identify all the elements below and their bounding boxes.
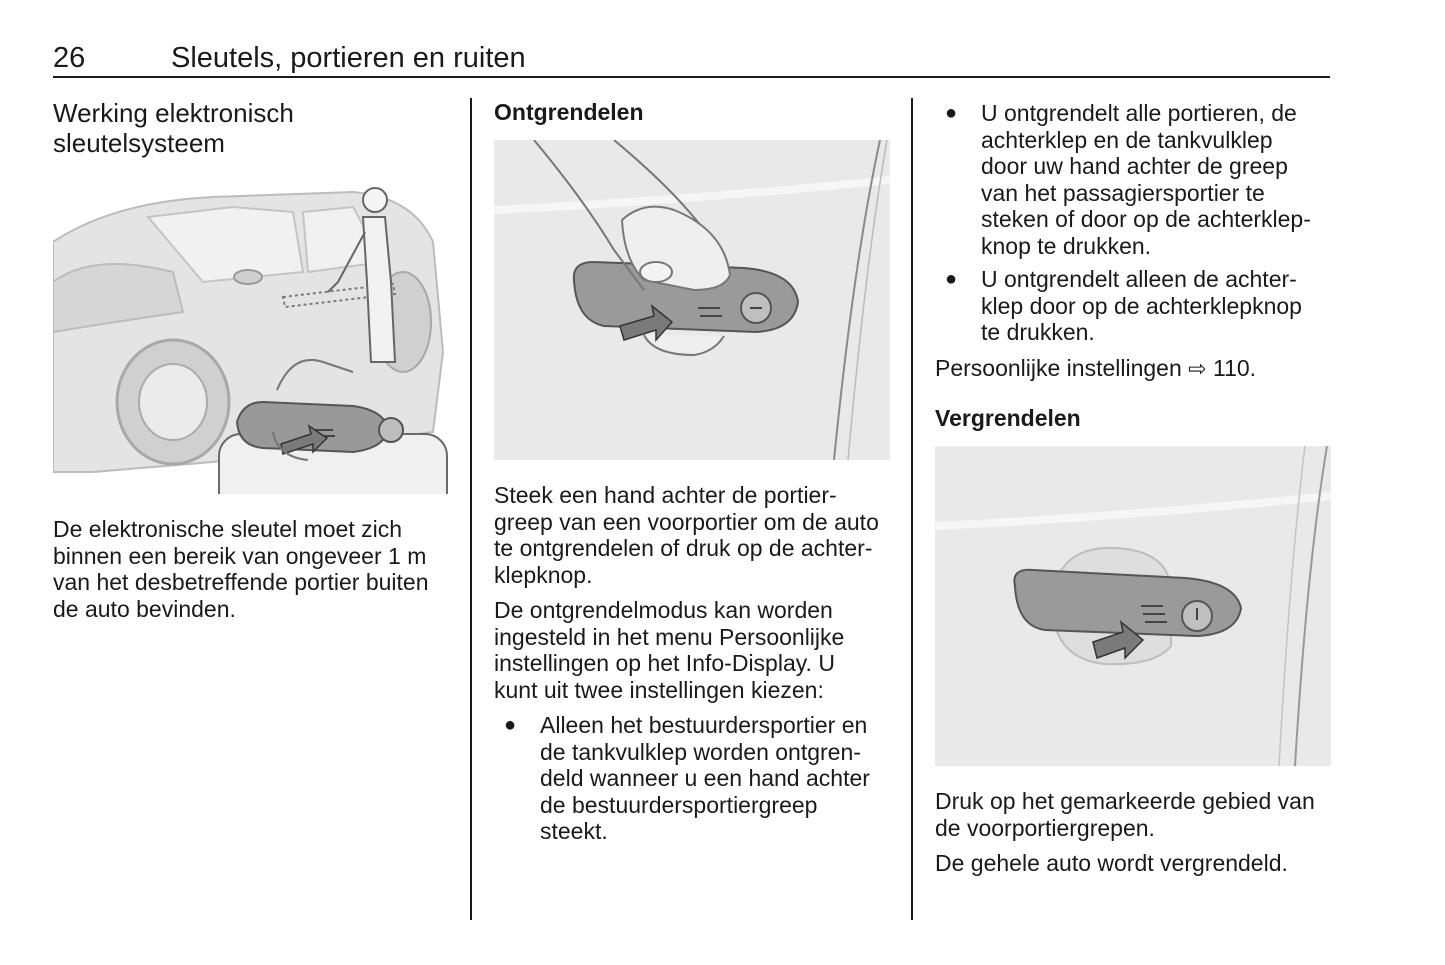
list-item [935,100,1331,259]
body-line: klep door op de achterklepknop [981,292,1302,319]
body-line: De elektronische sleutel moet zich [53,516,402,542]
column-1 [53,98,448,622]
body-line: door uw hand achter de greep [981,153,1288,179]
page-reference-arrow-icon: ⇨ [1188,355,1207,381]
body-line: de tankvulklep worden ontgren- [540,738,861,765]
unlock-mode-list [494,712,890,845]
body-line: greep van een voorportier om de auto [494,508,879,535]
list-item [935,266,1331,346]
list-item [494,712,890,845]
body-line: te ontgrendelen of druk op de achter- [494,535,873,561]
cross-reference [935,355,1331,383]
body-line: ingesteld in het menu Persoonlijke [494,623,845,650]
bullet-icon: ● [504,714,517,736]
body-line: De ontgrendelmodus kan worden [494,597,833,623]
bullet-icon: ● [945,268,958,290]
body-line: Druk op het gemarkeerde gebied van [935,788,1315,814]
body-line: van het passagiersportier te [981,179,1265,206]
unlock-illustration-svg [494,140,890,460]
column-2 [494,98,890,845]
heading-line: Werking elektronisch [53,98,294,128]
car-illustration-svg [53,172,448,494]
body-line: deld wanneer u een hand achter [540,765,870,791]
bullet-icon: ● [945,102,958,124]
body-line: U ontgrendelt alle portieren, de [981,100,1297,126]
body-line: binnen een bereik van ongeveer 1 m [53,542,427,569]
car-key-illustration [53,172,448,494]
heading-unlocking: Ontgrendelen [494,99,644,125]
section-title: Sleutels, portieren en ruiten [171,42,526,74]
reference-text: Persoonlijke instellingen [935,354,1182,381]
body-line: te drukken. [981,319,1095,345]
body-line: de bestuurdersportiergreep [540,791,818,818]
unlock-mode-list-continued [935,100,1331,346]
heading-electronic-key [53,98,448,158]
body-line: klepknop. [494,561,593,588]
page-number: 26 [53,42,86,74]
body-line: steken of door op de achterklep- [981,206,1311,232]
body-line: Alleen het bestuurdersportier en [540,712,868,738]
heading-line: sleutelsysteem [53,128,225,158]
lock-illustration-svg [935,446,1331,766]
body-line: de auto bevinden. [53,595,236,622]
column-divider-2 [911,98,913,920]
column-3 [935,98,1331,877]
body-line: van het desbetreffende portier buiten [53,569,429,595]
body-line: instellingen op het Info-Display. U [494,650,835,676]
body-line: Steek een hand achter de portier- [494,482,837,508]
body-line: steekt. [540,818,608,844]
reference-page[interactable]: 110. [1212,354,1257,381]
page-header [53,40,1330,78]
door-handle-unlock-illustration [494,140,890,460]
door-handle-lock-illustration [935,446,1331,766]
body-line: knop te drukken. [981,232,1152,259]
body-line: De gehele auto wordt vergrendeld. [935,850,1288,876]
body-line: achterklep en de tankvulklep [981,126,1273,153]
column-divider-1 [470,98,472,920]
body-line: kunt uit twee instellingen kiezen: [494,676,824,703]
heading-locking: Vergrendelen [935,405,1081,431]
body-line: de voorportiergrepen. [935,814,1155,841]
body-line: U ontgrendelt alleen de achter- [981,266,1297,292]
